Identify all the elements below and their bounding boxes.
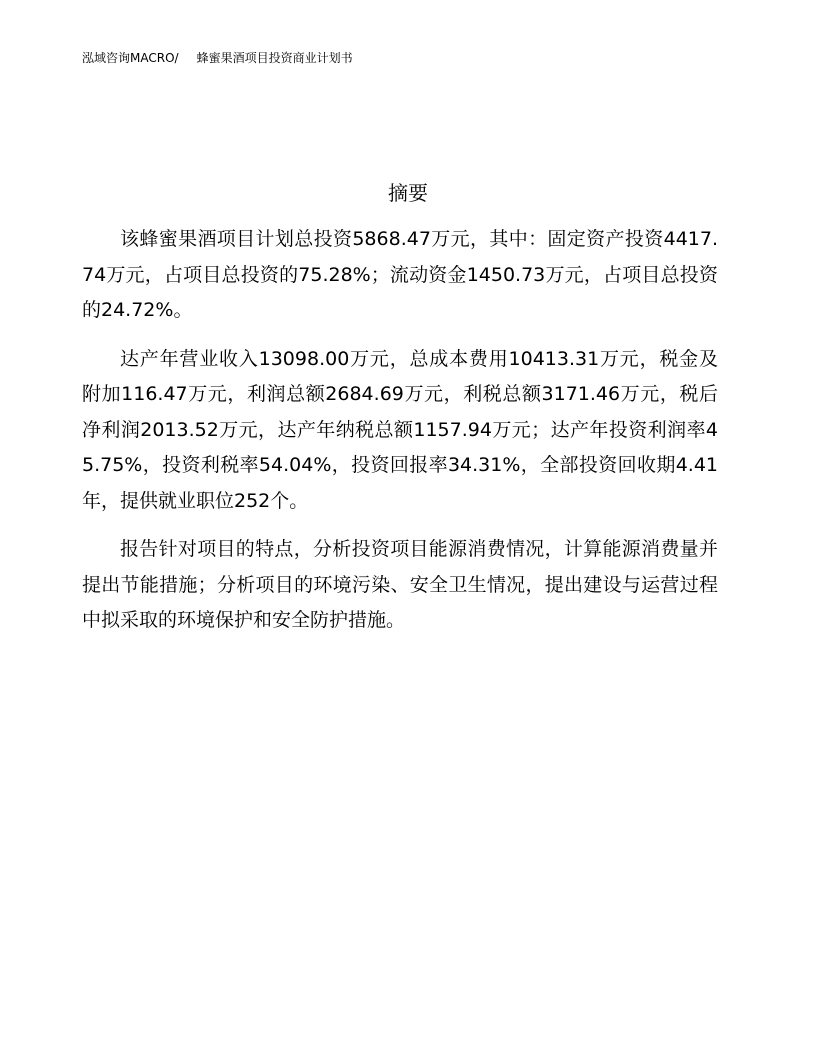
running-header bbox=[82, 50, 353, 66]
header-divider bbox=[82, 74, 734, 75]
header-organization: 泓域咨询MACRO/ bbox=[82, 51, 179, 65]
abstract-paragraph-investment: 该蜂蜜果酒项目计划总投资5868.47万元，其中：固定资产投资4417.74万元，占项目总投资的75.28%；流动资金1450.73万元，占项目总投资的24.72%。 bbox=[82, 228, 718, 321]
abstract-paragraph-scope: 报告针对项目的特点，分析投资项目能源消费情况，计算能源消费量并提出节能措施；分析项目的环境污染、安全卫生情况，提出建设与运营过程中拟采取的环境保护和安全防护措施。 bbox=[82, 538, 718, 631]
abstract-heading: 摘要 bbox=[388, 181, 428, 205]
abstract-body bbox=[82, 222, 718, 652]
abstract-paragraph-financials: 达产年营业收入13098.00万元，总成本费用10413.31万元，税金及附加116.47万元，利润总额2684.69万元，利税总额3171.46万元，税后净利润2013.52万元，达产年纳税总额1157.94万元；达产年投资利润率45.75%，投资利税率54.04%，投资回报率34.31%，全部投资回收期4.41年，提供就业职位252个。 bbox=[82, 347, 718, 512]
header-document-title: 蜂蜜果酒项目投资商业计划书 bbox=[196, 51, 353, 65]
